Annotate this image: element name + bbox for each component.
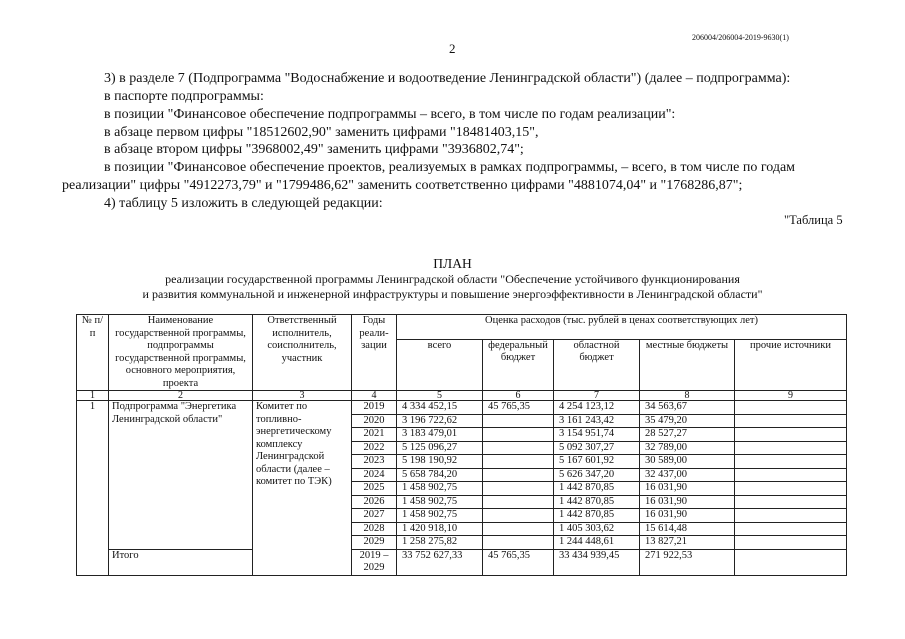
header-num: № п/п	[77, 315, 109, 391]
regional-cell: 33 434 939,45	[554, 549, 640, 575]
total-cell: 4 334 452,15	[397, 401, 483, 415]
column-number: 4	[352, 391, 397, 401]
regional-cell: 1 442 870,85	[554, 482, 640, 496]
other-cell	[735, 414, 847, 428]
header-estimate: Оценка расходов (тыс. рублей в ценах соответствующих лет)	[397, 315, 847, 340]
federal-cell	[483, 468, 554, 482]
other-cell	[735, 536, 847, 550]
column-number: 6	[483, 391, 554, 401]
regional-cell: 3 154 951,74	[554, 428, 640, 442]
total-cell: 3 183 479,01	[397, 428, 483, 442]
regional-cell: 1 442 870,85	[554, 495, 640, 509]
header-regional: областной бюджет	[554, 339, 640, 390]
regional-cell: 5 626 347,20	[554, 468, 640, 482]
column-number: 1	[77, 391, 109, 401]
year-cell: 2022	[352, 441, 397, 455]
year-cell: 2019	[352, 401, 397, 415]
year-cell: 2020	[352, 414, 397, 428]
column-number: 9	[735, 391, 847, 401]
year-cell: 2028	[352, 522, 397, 536]
local-cell: 16 031,90	[640, 509, 735, 523]
column-number: 7	[554, 391, 640, 401]
local-cell: 271 922,53	[640, 549, 735, 575]
column-number-row	[77, 391, 847, 401]
regional-cell: 1 405 303,62	[554, 522, 640, 536]
federal-cell: 45 765,35	[483, 549, 554, 575]
federal-cell	[483, 495, 554, 509]
table-label: "Таблица 5	[784, 213, 843, 227]
year-cell: 2021	[352, 428, 397, 442]
total-cell: 1 458 902,75	[397, 482, 483, 496]
other-cell	[735, 549, 847, 575]
other-cell	[735, 441, 847, 455]
other-cell	[735, 468, 847, 482]
total-cell: 1 458 902,75	[397, 495, 483, 509]
regional-cell: 1 442 870,85	[554, 509, 640, 523]
year-cell: 2026	[352, 495, 397, 509]
header-local: местные бюджеты	[640, 339, 735, 390]
federal-cell	[483, 441, 554, 455]
column-number: 8	[640, 391, 735, 401]
header-executor: Ответственный исполнитель, соисполнитель, участник	[253, 315, 352, 391]
year-cell: 2023	[352, 455, 397, 469]
total-cell: 1 258 275,82	[397, 536, 483, 550]
total-cell: 5 198 190,92	[397, 455, 483, 469]
other-cell	[735, 522, 847, 536]
other-cell	[735, 401, 847, 415]
year-cell: 2019 – 2029	[352, 549, 397, 575]
plan-subtitle-line-1: реализации государственной программы Ленинградской области "Обеспечение устойчивого функционирования	[165, 272, 740, 286]
local-cell: 30 589,00	[640, 455, 735, 469]
local-cell: 34 563,67	[640, 401, 735, 415]
table-row	[77, 401, 847, 415]
other-cell	[735, 509, 847, 523]
header-other: прочие источники	[735, 339, 847, 390]
column-number: 2	[109, 391, 253, 401]
regional-cell: 4 254 123,12	[554, 401, 640, 415]
paragraph-6-line-2: реализации" цифры "4912273,79" и "1799486,62" заменить соответственно цифрами "4881074,04" и "1768286,87";	[62, 178, 743, 193]
federal-cell	[483, 509, 554, 523]
total-cell: 33 752 627,33	[397, 549, 483, 575]
local-cell: 16 031,90	[640, 482, 735, 496]
page-number: 2	[449, 41, 456, 56]
local-cell: 35 479,20	[640, 414, 735, 428]
total-cell: 3 196 722,62	[397, 414, 483, 428]
year-cell: 2029	[352, 536, 397, 550]
column-number: 5	[397, 391, 483, 401]
local-cell: 32 789,00	[640, 441, 735, 455]
paragraph-7: 4) таблицу 5 изложить в следующей редакции:	[104, 196, 383, 211]
plan-subtitle-line-2: и развития коммунальной и инженерной инфраструктуры и повышение энергоэффективности в Ленинградской области"	[142, 287, 763, 301]
local-cell: 28 527,27	[640, 428, 735, 442]
regional-cell: 5 167 601,92	[554, 455, 640, 469]
row-number: 1	[77, 401, 109, 576]
local-cell: 15 614,48	[640, 522, 735, 536]
federal-cell	[483, 455, 554, 469]
program-name: Подпрограмма "Энергетика Ленинградской области"	[109, 401, 253, 550]
regional-cell: 1 244 448,61	[554, 536, 640, 550]
paragraph-2: в паспорте подпрограммы:	[104, 89, 264, 104]
regional-cell: 3 161 243,42	[554, 414, 640, 428]
paragraph-4: в абзаце первом цифры "18512602,90" заменить цифрами "18481403,15",	[104, 125, 539, 140]
other-cell	[735, 428, 847, 442]
year-cell: 2027	[352, 509, 397, 523]
executor-name: Комитет по топливно- энергетическому комплексу Ленинградской области (далее – комитет по ТЭК)	[253, 401, 352, 576]
paragraph-5: в абзаце втором цифры "3968002,49" заменить цифрами "3936802,74";	[104, 142, 524, 157]
other-cell	[735, 455, 847, 469]
local-cell: 13 827,21	[640, 536, 735, 550]
other-cell	[735, 495, 847, 509]
paragraph-1: 3) в разделе 7 (Подпрограмма "Водоснабжение и водоотведение Ленинградской области") (далее – подпрограмма):	[104, 71, 791, 86]
total-label: Итого	[109, 549, 253, 575]
total-cell: 1 458 902,75	[397, 509, 483, 523]
local-cell: 32 437,00	[640, 468, 735, 482]
total-cell: 5 658 784,20	[397, 468, 483, 482]
paragraph-3: в позиции "Финансовое обеспечение подпрограммы – всего, в том числе по годам реализации":	[104, 107, 676, 122]
federal-cell	[483, 536, 554, 550]
total-row	[77, 549, 847, 575]
local-cell: 16 031,90	[640, 495, 735, 509]
federal-cell	[483, 428, 554, 442]
total-cell: 1 420 918,10	[397, 522, 483, 536]
total-cell: 5 125 096,27	[397, 441, 483, 455]
federal-cell	[483, 414, 554, 428]
regional-cell: 5 092 307,27	[554, 441, 640, 455]
federal-cell	[483, 522, 554, 536]
header-years: Годы реали- зации	[352, 315, 397, 391]
column-number: 3	[253, 391, 352, 401]
paragraph-6-line-1: в позиции "Финансовое обеспечение проектов, реализуемых в рамках подпрограммы, – всего, в том числе по годам	[104, 160, 796, 175]
year-cell: 2025	[352, 482, 397, 496]
federal-cell	[483, 482, 554, 496]
plan-title: ПЛАН	[433, 256, 472, 271]
header-total: всего	[397, 339, 483, 390]
document-id: 206004/206004-2019-9630(1)	[692, 33, 789, 42]
year-cell: 2024	[352, 468, 397, 482]
other-cell	[735, 482, 847, 496]
federal-cell: 45 765,35	[483, 401, 554, 415]
header-federal: федеральный бюджет	[483, 339, 554, 390]
plan-table	[76, 314, 847, 576]
header-name: Наименование государственной программы, подпрограммы государственной программы, основного мероприятия, проекта	[109, 315, 253, 391]
